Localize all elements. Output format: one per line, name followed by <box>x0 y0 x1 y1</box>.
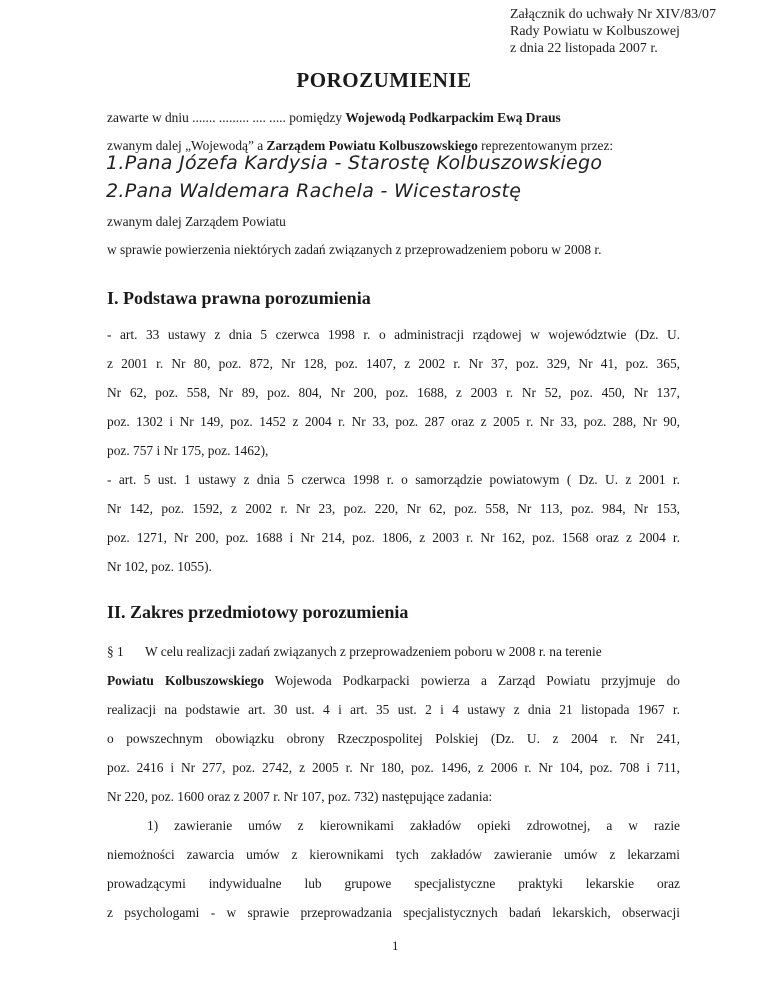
handwritten-representative-2: 2.Pana Waldemara Rachela - Wicestarostę <box>106 180 522 202</box>
paragraph-1-line: realizacji na podstawie art. 30 ust. 4 i art. 35 ust. 2 i 4 ustawy z dnia 21 listopada 1967 r. <box>107 702 680 717</box>
handwritten-representative-1: 1.Pana Józefa Kardysia - Starostę Kolbuszowskiego <box>106 152 603 174</box>
item-1-line: 1) zawieranie umów z kierownikami zakładów opieki zdrowotnej, a w razie <box>147 818 680 833</box>
annex-line-3: z dnia 22 listopada 2007 r. <box>510 41 658 56</box>
document-title: POROZUMIENIE <box>296 68 472 92</box>
annex-line-2: Rady Powiatu w Kolbuszowej <box>510 24 680 39</box>
paragraph-1-line: Nr 220, poz. 1600 oraz z 2007 r. Nr 107, poz. 732) następujące zadania: <box>107 789 493 804</box>
subject-line: w sprawie powierzenia niektórych zadań związanych z przeprowadzeniem poboru w 2008 r. <box>107 242 602 257</box>
section-1-line: - art. 33 ustawy z dnia 5 czerwca 1998 r. o administracji rządowej w województwie (Dz. U. <box>107 327 680 342</box>
paragraph-1-line: o powszechnym obowiązku obrony Rzeczpospolitej Polskiej (Dz. U. z 2004 r. Nr 241, <box>107 731 680 746</box>
section-1-line: poz. 1302 i Nr 149, poz. 1452 z 2004 r. Nr 33, poz. 287 oraz z 2005 r. Nr 33, poz. 288, Nr 90, <box>107 414 680 429</box>
paragraph-1-first-line: § 1 W celu realizacji zadań związanych z przeprowadzeniem poboru w 2008 r. na terenie <box>107 644 602 659</box>
section-1-line: poz. 757 i Nr 175, poz. 1462), <box>107 443 269 458</box>
paragraph-1-line: Powiatu Kolbuszowskiego Wojewoda Podkarpacki powierza a Zarząd Powiatu przyjmuje do <box>107 673 680 688</box>
paragraph-1-line: poz. 2416 i Nr 277, poz. 2742, z 2005 r. Nr 180, poz. 1496, z 2006 r. Nr 104, poz. 708 i 711, <box>107 760 680 775</box>
page-number: 1 <box>392 938 399 953</box>
annex-header <box>510 6 716 57</box>
section-1-heading: I. Podstawa prawna porozumienia <box>107 288 371 308</box>
voivode-name: Wojewodą Podkarpackim Ewą Draus <box>345 110 561 125</box>
section-2-heading: II. Zakres przedmiotowy porozumienia <box>107 602 409 622</box>
section-1-line: Nr 102, poz. 1055). <box>107 559 212 574</box>
called-board-line: zwanym dalej Zarządem Powiatu <box>107 214 286 229</box>
section-1-line: - art. 5 ust. 1 ustawy z dnia 5 czerwca 1998 r. o samorządzie powiatowym ( Dz. U. z 2001 r. <box>107 472 680 487</box>
section-1-line: Nr 62, poz. 558, Nr 89, poz. 804, Nr 200, poz. 1688, z 2003 r. Nr 52, poz. 450, Nr 137, <box>107 385 680 400</box>
item-1-line: niemożności zawarcia umów z kierownikami tych zakładów zawieranie umów z lekarzami <box>107 847 680 862</box>
item-1-line: z psychologami - w sprawie przeprowadzania specjalistycznych badań lekarskich, obserwacji <box>107 905 680 920</box>
annex-line-1: Załącznik do uchwały Nr XIV/83/07 <box>510 7 717 22</box>
section-1-line: Nr 142, poz. 1592, z 2002 r. Nr 23, poz. 220, Nr 62, poz. 558, Nr 113, poz. 984, Nr 153, <box>107 501 680 516</box>
board-name: Zarządem Powiatu Kolbuszowskiego <box>266 138 478 153</box>
paragraph-mark: § 1 <box>107 644 124 659</box>
concluded-line: zawarte w dniu ....... ......... .... ..... pomiędzy Wojewodą Podkarpackim Ewą Draus <box>107 110 561 125</box>
called-line: zwanym dalej „Wojewodą” a Zarządem Powiatu Kolbuszowskiego reprezentowanym przez: <box>107 138 614 153</box>
section-1-line: poz. 1271, Nr 200, poz. 1688 i Nr 214, poz. 1806, z 2003 r. Nr 162, poz. 1568 oraz z 2004 r. <box>107 530 680 545</box>
item-1-line: prowadzącymi indywidualne lub grupowe specjalistyczne praktyki lekarskie oraz <box>107 876 680 891</box>
section-1-line: z 2001 r. Nr 80, poz. 872, Nr 128, poz. 1407, z 2002 r. Nr 37, poz. 329, Nr 41, poz. 365, <box>107 356 680 371</box>
